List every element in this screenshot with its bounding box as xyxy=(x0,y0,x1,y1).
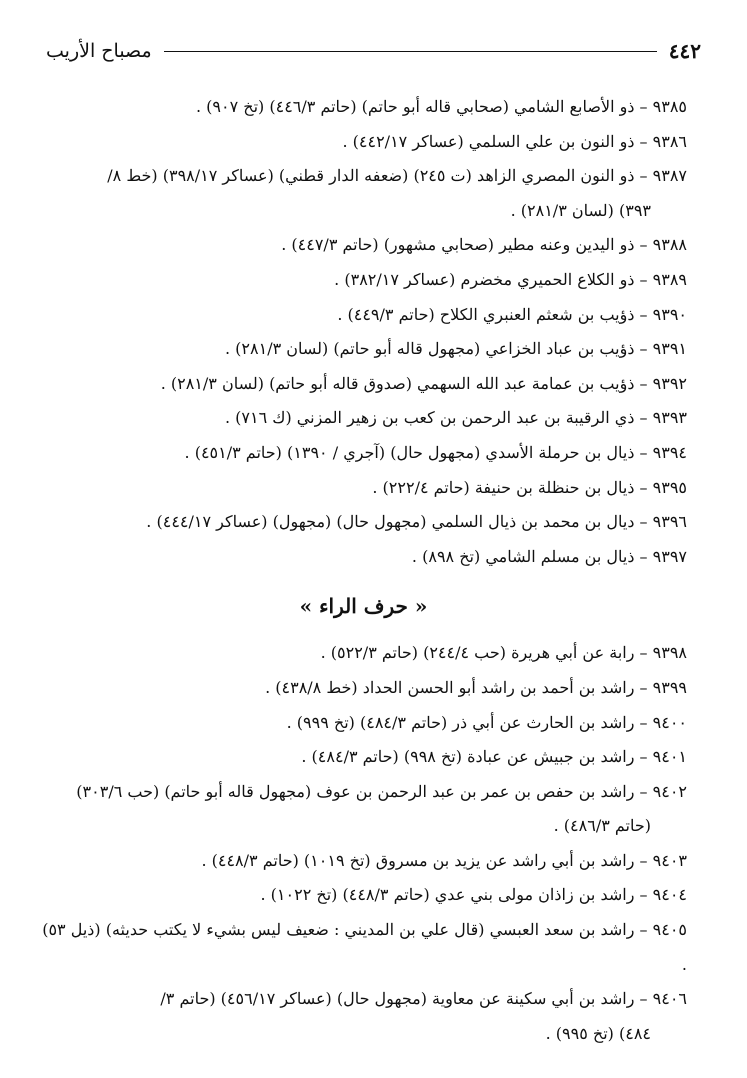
entry-dash: – xyxy=(634,920,653,940)
entry-text: ذو الكلاع الحميري مخضرم (عساكر ٣٨٢/١٧) . xyxy=(334,269,635,289)
entry-number: ٩٣٨٥ xyxy=(652,97,687,116)
entry-dash: – xyxy=(634,850,653,870)
entry-text: رابة عن أبي هريرة (حب ٢٤٤/٤) (حاتم ٥٢٢/٣) . xyxy=(320,643,635,663)
entries-list-ra xyxy=(40,636,687,1051)
entry xyxy=(40,228,687,263)
entry xyxy=(40,90,687,125)
entry xyxy=(40,471,687,506)
entry-number: ٩٤٠٣ xyxy=(652,850,687,870)
entry-number: ٩٣٩٢ xyxy=(652,373,687,393)
entry xyxy=(40,505,687,540)
entry-text: ذؤيب بن عمامة عبد الله السهمي (صدوق قاله أبو حاتم) (لسان ٢٨١/٣) . xyxy=(160,373,635,393)
entry-number: ٩٤٠٤ xyxy=(652,885,687,905)
entries-body xyxy=(40,90,687,1051)
entry-dash: – xyxy=(634,477,653,497)
entry xyxy=(40,125,687,160)
entry-number: ٩٤٠٠ xyxy=(652,712,687,732)
entry xyxy=(40,878,687,913)
entry-number: ٩٣٩٠ xyxy=(652,304,687,324)
page-header xyxy=(46,36,701,66)
entry-number: ٩٣٩٣ xyxy=(652,408,687,428)
entry-text: ذو اليدين وعنه مطير (صحابي مشهور) (حاتم ٤٤٧/٣) . xyxy=(281,235,635,255)
entry-text: راشد بن أبي سكينة عن معاوية (مجهول حال) (عساكر ٤٥٦/١٧) (حاتم ٣/ xyxy=(160,989,635,1009)
entry xyxy=(40,332,687,367)
entry-dash: – xyxy=(634,408,653,428)
entry-text: راشد بن أبي راشد عن يزيد بن مسروق (تخ ١٠١٩) (حاتم ٤٤٨/٣) . xyxy=(201,850,635,870)
entry-number: ٩٣٩٨ xyxy=(652,643,687,663)
entry-number: ٩٣٨٧ xyxy=(652,166,687,186)
entry-number: ٩٣٩١ xyxy=(652,339,687,359)
entry-number: ٩٣٩٦ xyxy=(652,512,687,532)
entry-text: ذؤيب بن عباد الخزاعي (مجهول قاله أبو حاتم) (لسان ٢٨١/٣) . xyxy=(224,339,635,359)
entry xyxy=(40,636,687,671)
entry-text: ذي الرقيبة بن عبد الرحمن بن كعب بن زهير المزني (ك ٧١٦) . xyxy=(225,408,635,428)
entry-dash: – xyxy=(634,166,653,186)
entry-dash: – xyxy=(634,442,653,462)
entry xyxy=(40,298,687,333)
entry xyxy=(40,740,687,775)
entry-number: ٩٤٠١ xyxy=(652,747,687,767)
entry-text: ذو الأصابع الشامي (صحابي قاله أبو حاتم) (حاتم ٤٤٦/٣) (تخ ٩٠٧) . xyxy=(195,97,635,116)
entry-dash: – xyxy=(634,269,653,289)
entry-number: ٩٣٩٤ xyxy=(652,442,687,462)
entry xyxy=(40,401,687,436)
entry-dash: – xyxy=(634,747,653,767)
entry xyxy=(40,159,687,228)
entry-number: ٩٣٨٩ xyxy=(652,269,687,289)
entry-text: ذو النون بن علي السلمي (عساكر ٤٤٢/١٧) . xyxy=(342,131,635,151)
entry-text: راشد بن جبيش عن عبادة (تخ ٩٩٨) (حاتم ٤٨٤/٣) . xyxy=(301,747,635,767)
entry-dash: – xyxy=(634,97,653,116)
entry-number: ٩٣٩٥ xyxy=(652,477,687,497)
entry-number: ٩٣٩٩ xyxy=(652,677,687,697)
entry-text: ذيال بن مسلم الشامي (تخ ٨٩٨) . xyxy=(411,546,635,566)
running-title: مصباح الأريب xyxy=(46,40,152,62)
entry-continuation: (حاتم ٤٨٦/٣) . xyxy=(553,816,651,836)
entry-dash: – xyxy=(634,131,653,151)
entry-dash: – xyxy=(634,885,653,905)
entry xyxy=(40,367,687,402)
entry-text: ذيال بن حرملة الأسدي (مجهول حال) (آجري / ١٣٩٠) (حاتم ٤٥١/٣) . xyxy=(184,442,635,462)
entry-dash: – xyxy=(634,373,653,393)
entry-number: ٩٣٨٦ xyxy=(652,131,687,151)
entry-text: راشد بن الحارث عن أبي ذر (حاتم ٤٨٤/٣) (تخ ٩٩٩) . xyxy=(286,712,635,732)
entry-text: ذيال بن حنظلة بن حنيفة (حاتم ٢٢٢/٤) . xyxy=(372,477,635,497)
entry xyxy=(40,844,687,879)
entry-text: راشد بن زاذان مولى بني عدي (حاتم ٤٤٨/٣) (تخ ١٠٢٢) . xyxy=(260,885,635,905)
entry xyxy=(40,706,687,741)
entry-number: ٩٤٠٥ xyxy=(652,920,687,940)
entry xyxy=(40,913,687,982)
page-number: ٤٤٢ xyxy=(668,39,701,63)
header-rule xyxy=(164,51,657,52)
section-heading: « حرف الراء » xyxy=(299,594,428,619)
entries-list-dhal xyxy=(40,90,687,574)
entry-dash: – xyxy=(634,677,653,697)
entry-dash: – xyxy=(634,235,653,255)
entry-number: ٩٤٠٢ xyxy=(652,781,687,801)
entry xyxy=(40,263,687,298)
entry xyxy=(40,540,687,575)
entry-text: ذو النون المصري الزاهد (ت ٢٤٥) (ضعفه الدار قطني) (عساكر ٣٩٨/١٧) (خط ٨/ xyxy=(107,166,635,186)
entry-continuation: ٤٨٤) (تخ ٩٩٥) . xyxy=(545,1023,651,1043)
entry-dash: – xyxy=(634,546,653,566)
entry-number: ٩٤٠٦ xyxy=(652,989,687,1009)
entry xyxy=(40,671,687,706)
entry xyxy=(40,982,687,1051)
entry-text: ذؤيب بن شعثم العنبري الكلاح (حاتم ٤٤٩/٣) . xyxy=(337,304,635,324)
entry-dash: – xyxy=(634,512,653,532)
entry-number: ٩٣٨٨ xyxy=(652,235,687,255)
entry-continuation: ٣٩٣) (لسان ٢٨١/٣) . xyxy=(510,200,651,220)
entry xyxy=(40,436,687,471)
entry-dash: – xyxy=(634,712,653,732)
entry xyxy=(40,775,687,844)
entry-number: ٩٣٩٧ xyxy=(652,546,687,566)
entry-text: ديال بن محمد بن ذيال السلمي (مجهول حال) (مجهول) (عساكر ٤٤٤/١٧) . xyxy=(146,512,635,532)
entry-text: راشد بن أحمد بن راشد أبو الحسن الحداد (خط ٤٣٨/٨) . xyxy=(265,677,635,697)
entry-dash: – xyxy=(634,304,653,324)
entry-dash: – xyxy=(634,339,653,359)
entry-dash: – xyxy=(634,781,653,801)
entry-text: راشد بن سعد العبسي (قال علي بن المديني : ضعيف ليس بشيء لا يكتب حديثه) (ذيل ٥٣) . xyxy=(42,920,687,974)
entry-dash: – xyxy=(634,643,653,663)
entry-text: راشد بن حفص بن عمر بن عبد الرحمن بن عوف (مجهول قاله أبو حاتم) (حب ٣٠٣/٦) xyxy=(76,781,635,801)
entry-dash: – xyxy=(634,989,653,1009)
